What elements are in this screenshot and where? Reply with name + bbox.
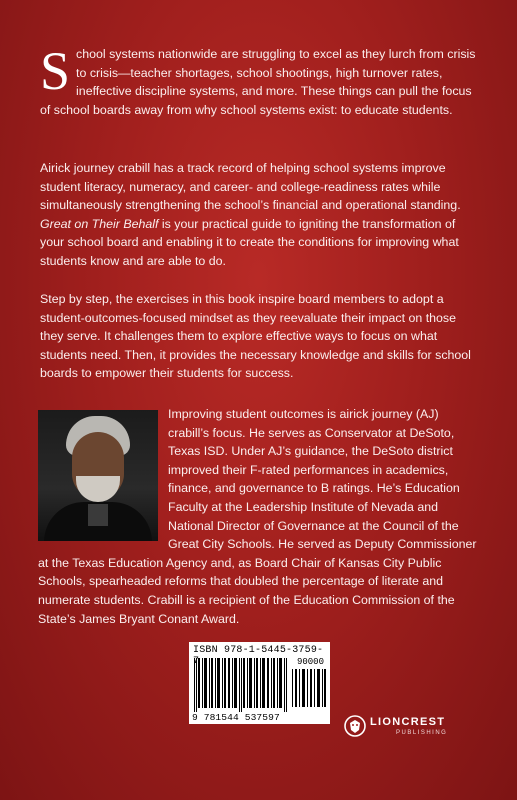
price-code: 90000 — [296, 657, 324, 667]
isbn-barcode — [189, 642, 330, 724]
summary-paragraph — [40, 159, 480, 271]
intro-paragraph — [40, 41, 480, 119]
lion-head-icon — [344, 715, 366, 737]
exercises-paragraph: Step by step, the exercises in this book inspire board members to adopt a student-outcomes-focused mindset as they reevaluate their impact on those they serve. It challenges them to explore effective ways to focus on what students need. Then, it provides the necessary knowledge and skills for school boards to empower their students for success. — [40, 292, 471, 381]
publisher-subtitle: PUBLISHING — [396, 730, 448, 736]
author-bio-block — [38, 405, 480, 628]
book-title-italic: Great on Their Behalf — [40, 216, 159, 231]
author-bio: Improving student outcomes is airick journey (AJ) crabill’s focus. He serves as Conservator at DeSoto, Texas ISD. Under AJ’s guidance, the DeSoto district improved their F-rated performances in academics, finance, and governance to B ratings. He’s Education Faculty at the Leadership Institute of Nevada and National Director of Governance at the Council of the Great City Schools. He served as Deputy Commissioner at the Texas Education Agency and, as Board Chair of Kansas City Public Schools, spearheaded reforms that doubled the percentage of literate and numerate students. Crabill is a recipient of the Education Commission of the State’s James Bryant Conant Award. — [38, 407, 477, 626]
publisher-logo — [344, 713, 474, 743]
summary-paragraph-text-after: is your practical guide to igniting the transformation of your school board and enabling it to create the conditions for improving what students know and are able to do. — [40, 216, 459, 268]
publisher-name: LIONCREST — [370, 716, 446, 728]
isbn-label: ISBN 978-1-5445-3759- — [193, 645, 324, 656]
price-barcode-icon — [292, 669, 326, 707]
ean-digits: 9 781544 537597 — [192, 712, 280, 723]
intro-paragraph-text: chool systems nationwide are struggling to excel as they lurch from crisis to crisis—teacher shortages, school shootings, high turnover rates, ineffective discipline systems, and more. These things can pull the focus of school boards away from why school systems exist: to educate students. — [40, 47, 476, 117]
barcode-bars-icon — [194, 658, 290, 712]
summary-paragraph-text-before: Airick journey crabill has a track record of helping school systems improve student literacy, numeracy, and career- and college-readiness rates while simultaneously strengthening the school’s financial and operational standing. — [40, 161, 461, 213]
drop-cap: S — [40, 41, 71, 101]
